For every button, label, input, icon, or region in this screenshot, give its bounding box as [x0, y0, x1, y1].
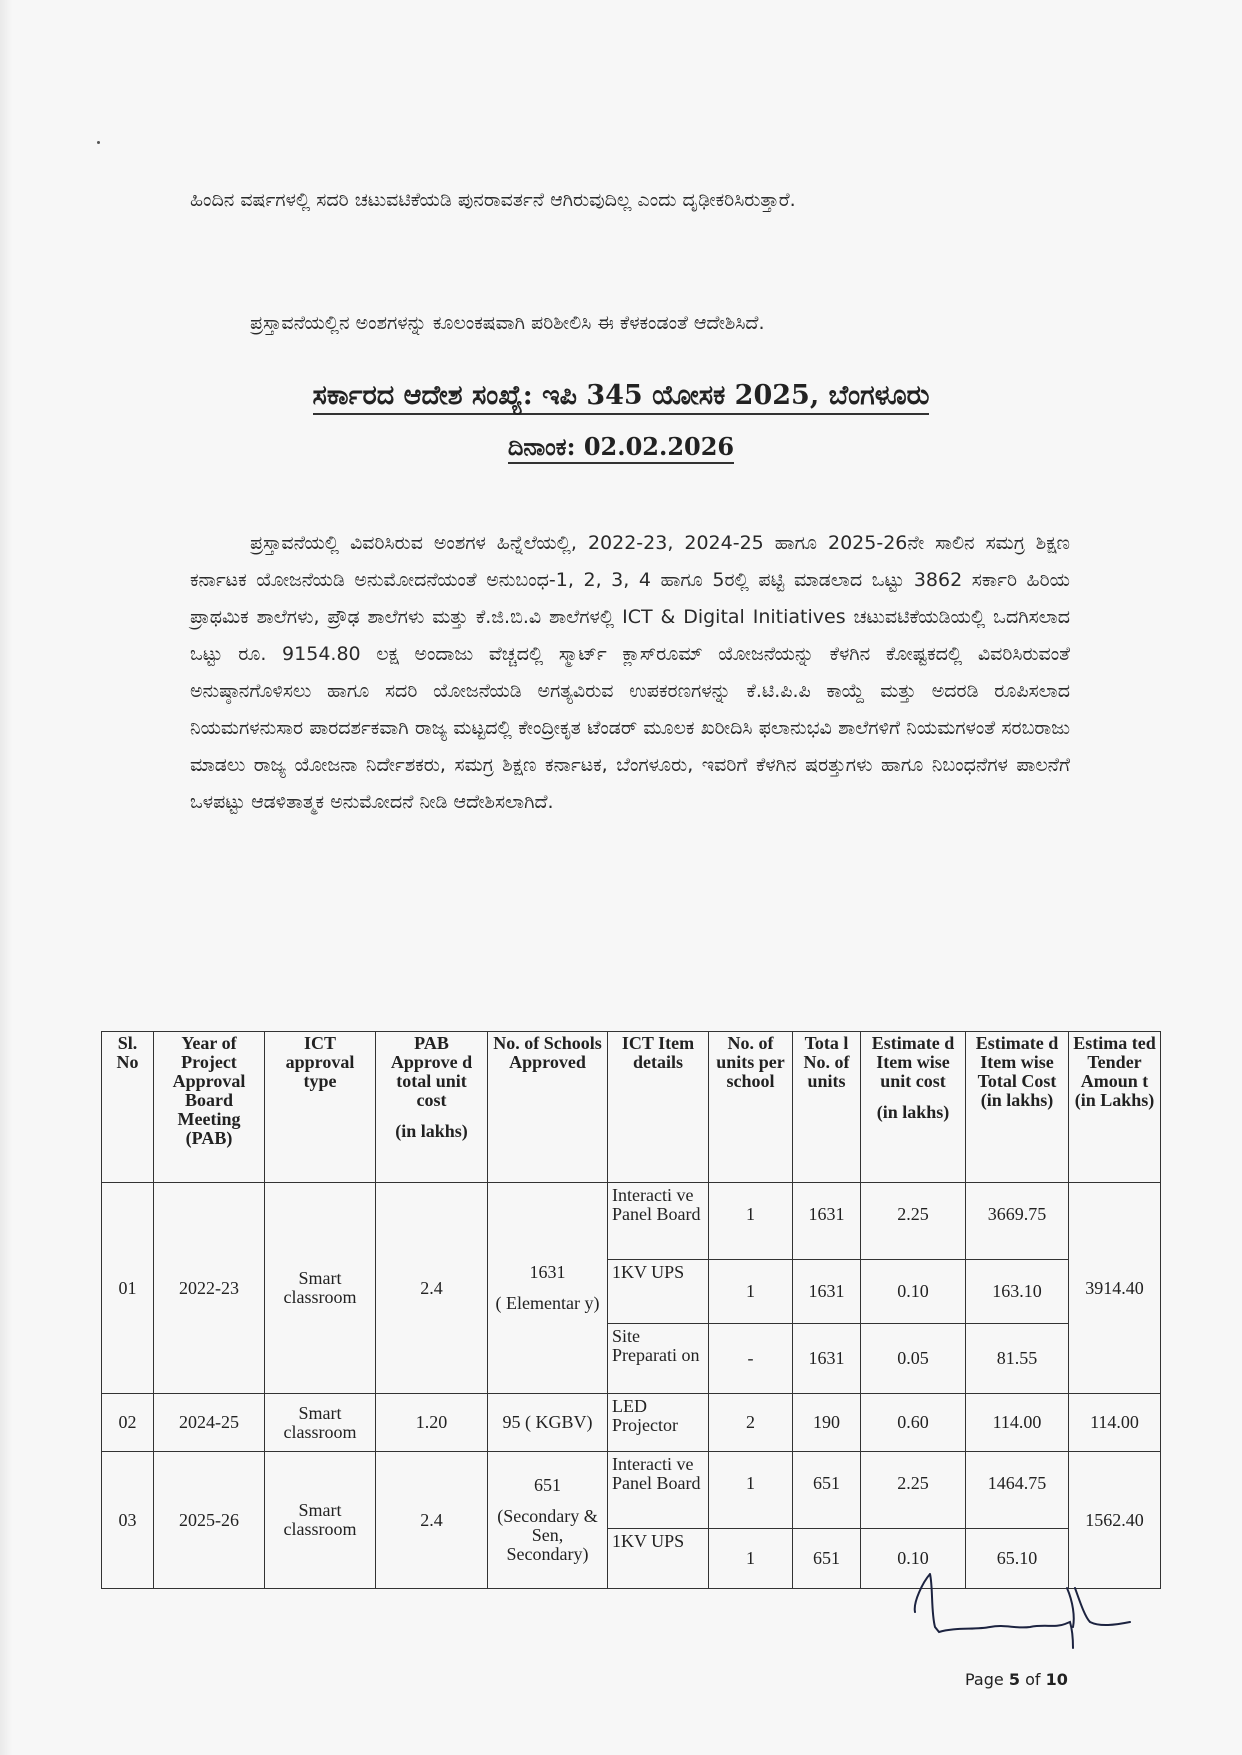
header-item-details: ICT Item details [608, 1032, 709, 1183]
cell-unit-cost: 0.60 [861, 1394, 966, 1452]
header-approval-type: ICT approval type [265, 1032, 376, 1183]
scan-speck [97, 141, 100, 144]
cell-per-school: 1 [709, 1529, 793, 1589]
cell-total-units: 1631 [793, 1260, 861, 1324]
cell-total-units: 1631 [793, 1324, 861, 1394]
cell-item: Site Preparati on [608, 1324, 709, 1394]
header-total-cost: Estimate d Item wise Total Cost (in lakhs) [966, 1032, 1069, 1183]
cell-item: LED Projector [608, 1394, 709, 1452]
cell-unit-cost: 0.10 [861, 1529, 966, 1589]
cell-per-school: 1 [709, 1183, 793, 1260]
cell-year: 2025-26 [154, 1452, 265, 1589]
cell-unit-cost: 2.25 [861, 1452, 966, 1529]
table-row [102, 1183, 1161, 1260]
paragraph-order-body: ಪ್ರಸ್ತಾವನೆಯಲ್ಲಿ ವಿವರಿಸಿರುವ ಅಂಶಗಳ ಹಿನ್ನೆಲೆಯಲ್ಲಿ, 2022-23, 2024-25 ಹಾಗೂ 2025-26ನೇ ಸಾಲಿನ ಸಮಗ್ರ ಶಿಕ್ಷಣ ಕರ್ನಾಟಕ ಯೋಜನೆಯಡಿ ಅನುಮೋದನೆಯಂತೆ ಅನುಬಂಧ-1, 2, 3, 4 ಹಾಗೂ 5ರಲ್ಲಿ ಪಟ್ಟಿ ಮಾಡಲಾದ ಒಟ್ಟು 3862 ಸರ್ಕಾರಿ ಹಿರಿಯ ಪ್ರಾಥಮಿಕ ಶಾಲೆಗಳು, ಪ್ರೌಢ ಶಾಲೆಗಳು ಮತ್ತು ಕೆ.ಜಿ.ಬಿ.ವಿ ಶಾಲೆಗಳಲ್ಲಿ ICT & Digital Initiatives ಚಟುವಟಿಕೆಯಡಿಯಲ್ಲಿ ಒದಗಿಸಲಾದ ಒಟ್ಟು ರೂ. 9154.80 ಲಕ್ಷ ಅಂದಾಜು ವೆಚ್ಚದಲ್ಲಿ ಸ್ಮಾರ್ಟ್ ಕ್ಲಾಸ್‌ರೂಮ್ ಯೋಜನೆಯನ್ನು ಕೆಳಗಿನ ಕೋಷ್ಟಕದಲ್ಲಿ ವಿವರಿಸಿರುವಂತೆ ಅನುಷ್ಠಾನಗೊಳಿಸಲು ಹಾಗೂ ಸದರಿ ಯೋಜನೆಯಡಿ ಅಗತ್ಯವಿರುವ ಉಪಕರಣಗಳನ್ನು ಕೆ.ಟಿ.ಪಿ.ಪಿ ಕಾಯ್ದೆ ಮತ್ತು ಅದರಡಿ ರೂಪಿಸಲಾದ ನಿಯಮಗಳನುಸಾರ ಪಾರದರ್ಶಕವಾಗಿ ರಾಜ್ಯ ಮಟ್ಟದಲ್ಲಿ ಕೇಂದ್ರೀಕೃತ ಟೆಂಡರ್ ಮೂಲಕ ಖರೀದಿಸಿ ಫಲಾನುಭವಿ ಶಾಲೆಗಳಿಗೆ ನಿಯಮಗಳಂತೆ ಸರಬರಾಜು ಮಾಡಲು ರಾಜ್ಯ ಯೋಜನಾ ನಿರ್ದೇಶಕರು, ಸಮಗ್ರ ಶಿಕ್ಷಣ ಕರ್ನಾಟಕ, ಬೆಂಗಳೂರು, ಇವರಿಗೆ ಕೆಳಗಿನ ಷರತ್ತುಗಳು ಹಾಗೂ ನಿಬಂಧನೆಗಳ ಪಾಲನೆಗೆ ಒಳಪಟ್ಟು ಆಡಳಿತಾತ್ಮಕ ಅನುಮೋದನೆ ನೀಡಿ ಆದೇಶಿಸಲಾಗಿದೆ. [190, 532, 1070, 813]
cell-year: 2024-25 [154, 1394, 265, 1452]
ict-approval-table [101, 1031, 1161, 1589]
table-row [102, 1452, 1161, 1529]
cell-schools: 95 ( KGBV) [488, 1394, 608, 1452]
cell-pab-cost: 2.4 [376, 1183, 488, 1394]
header-sl-no: Sl. No [102, 1032, 154, 1183]
cell-total-units: 190 [793, 1394, 861, 1452]
cell-pab-cost: 2.4 [376, 1452, 488, 1589]
cell-year: 2022-23 [154, 1183, 265, 1394]
cell-sl: 03 [102, 1452, 154, 1589]
cell-type: Smart classroom [265, 1452, 376, 1589]
cell-total-cost: 163.10 [966, 1260, 1069, 1324]
order-date-heading [0, 432, 1242, 461]
cell-tender: 114.00 [1069, 1394, 1161, 1452]
cell-unit-cost: 0.05 [861, 1324, 966, 1394]
cell-total-units: 1631 [793, 1183, 861, 1260]
cell-schools: 1631 ( Elementar y) [488, 1183, 608, 1394]
cell-unit-cost: 2.25 [861, 1183, 966, 1260]
header-year: Year of Project Approval Board Meeting (PAB) [154, 1032, 265, 1183]
header-tender-amount: Estima ted Tender Amoun t (in Lakhs) [1069, 1032, 1161, 1183]
order-number-text: ಸರ್ಕಾರದ ಆದೇಶ ಸಂಖ್ಯೆ: ಇಪಿ 345 ಯೋಸಕ 2025, ಬೆಂಗಳೂರು [313, 380, 930, 415]
cell-per-school: 1 [709, 1452, 793, 1529]
cell-total-cost: 65.10 [966, 1529, 1069, 1589]
header-schools-approved: No. of Schools Approved [488, 1032, 608, 1183]
cell-total-cost: 114.00 [966, 1394, 1069, 1452]
cell-type: Smart classroom [265, 1183, 376, 1394]
paragraph-order-intro: ಪ್ರಸ್ತಾವನೆಯಲ್ಲಿನ ಅಂಶಗಳನ್ನು ಕೂಲಂಕಷವಾಗಿ ಪರಿಶೀಲಿಸಿ ಈ ಕೆಳಕಂಡಂತೆ ಆದೇಶಿಸಿದೆ. [250, 312, 765, 334]
cell-item: 1KV UPS [608, 1529, 709, 1589]
cell-total-cost: 1464.75 [966, 1452, 1069, 1529]
header-unit-cost: Estimate d Item wise unit cost (in lakhs) [861, 1032, 966, 1183]
paragraph-confirmation: ಹಿಂದಿನ ವರ್ಷಗಳಲ್ಲಿ ಸದರಿ ಚಟುವಟಿಕೆಯಡಿ ಪುನರಾವರ್ತನೆ ಆಗಿರುವುದಿಲ್ಲ ಎಂದು ದೃಢೀಕರಿಸಿರುತ್ತಾರೆ. [190, 189, 796, 211]
cell-tender: 1562.40 [1069, 1452, 1161, 1589]
cell-item: Interacti ve Panel Board [608, 1452, 709, 1529]
scan-page-edge [0, 0, 12, 1755]
cell-tender: 3914.40 [1069, 1183, 1161, 1394]
cell-item: 1KV UPS [608, 1260, 709, 1324]
cell-sl: 01 [102, 1183, 154, 1394]
cell-total-units: 651 [793, 1529, 861, 1589]
cell-total-cost: 3669.75 [966, 1183, 1069, 1260]
page-number: Page 5 of 10 [965, 1670, 1068, 1689]
cell-sl: 02 [102, 1394, 154, 1452]
cell-per-school: 2 [709, 1394, 793, 1452]
header-total-units: Tota l No. of units [793, 1032, 861, 1183]
cell-per-school: - [709, 1324, 793, 1394]
header-pab-cost: PAB Approve d total unit cost (in lakhs) [376, 1032, 488, 1183]
cell-item: Interacti ve Panel Board [608, 1183, 709, 1260]
order-date-text: ದಿನಾಂಕ: 02.02.2026 [508, 432, 734, 464]
header-units-per-school: No. of units per school [709, 1032, 793, 1183]
cell-per-school: 1 [709, 1260, 793, 1324]
cell-pab-cost: 1.20 [376, 1394, 488, 1452]
cell-total-units: 651 [793, 1452, 861, 1529]
signature [905, 1572, 1145, 1652]
cell-unit-cost: 0.10 [861, 1260, 966, 1324]
table-header-row [102, 1032, 1161, 1183]
cell-type: Smart classroom [265, 1394, 376, 1452]
cell-schools: 651 (Secondary & Sen, Secondary) [488, 1452, 608, 1589]
cell-total-cost: 81.55 [966, 1324, 1069, 1394]
table-row [102, 1394, 1161, 1452]
order-number-heading [0, 380, 1242, 412]
